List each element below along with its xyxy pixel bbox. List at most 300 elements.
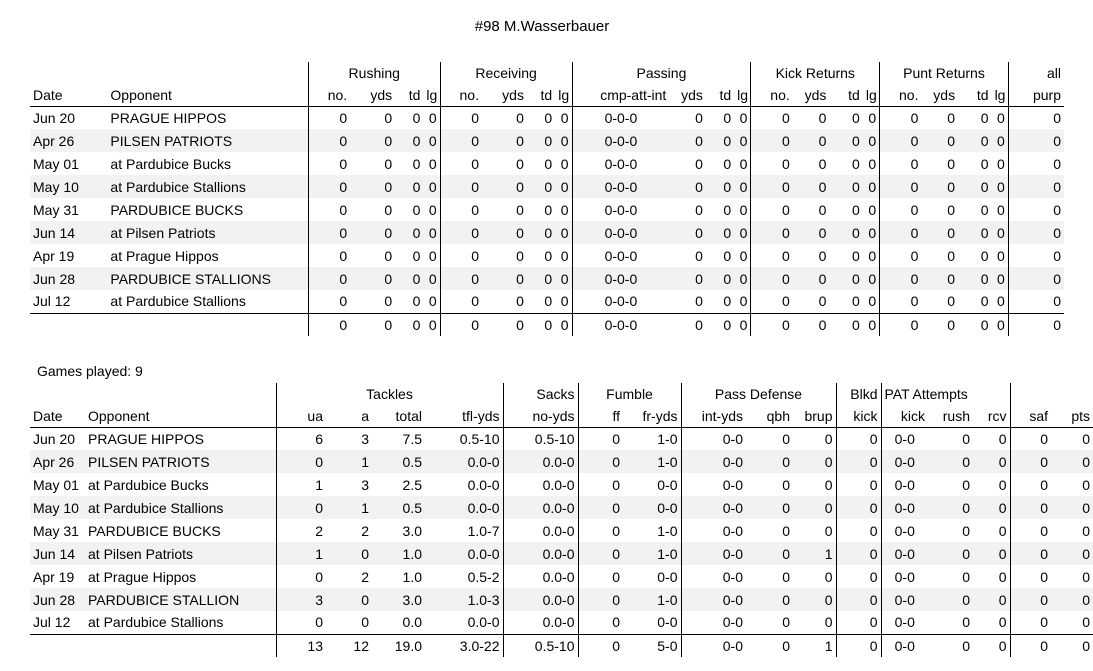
group-blkd: Blkd [836,383,881,405]
stat-cell: 0 [308,129,350,152]
table-row [30,565,1093,588]
stat-cell: 0 [706,267,734,290]
stat-cell: 0 [350,221,395,244]
stat-cell: 0 [829,313,862,336]
stat-cell: 0 [412,247,421,264]
stat-cell: 0 [746,450,793,473]
stat-cell: 0-0 [681,588,746,611]
stat-cell: 0 [973,450,1010,473]
defense-column-header [30,405,1093,427]
stat-cell: 0 [695,293,703,310]
stat-cell: 0 [560,247,569,264]
stat-cell: 0 [1008,175,1064,198]
defense-stats-table [30,383,1093,657]
stat-cell: 0.0-0 [425,450,503,473]
stat-cell: 0 [980,201,989,218]
defense-col-12: kick [836,405,881,427]
stat-cell: 1 [276,542,326,565]
date-cell: Jun 20 [33,430,76,447]
stat-cell: 6 [276,427,326,450]
defense-col-13: kick [881,405,928,427]
offense-col-22: purp [1008,84,1064,106]
stat-cell: 0 [527,129,555,152]
stat-cell: 0 [980,155,989,172]
stat-cell: 0-0 [657,568,678,585]
stat-cell: 0 [428,109,437,126]
stat-cell: 0 [308,152,350,175]
stat-cell: 0 [958,313,991,336]
stat-cell: 2 [276,519,326,542]
stat-cell: 2 [361,568,369,585]
stat-cell: 0 [578,427,623,450]
stat-cell: 0 [880,198,922,221]
stat-cell: 0 [482,175,527,198]
stat-cell: 0 [852,201,860,218]
stat-cell: 0 [544,293,553,310]
stat-cell: 0 [818,155,827,172]
stat-cell: 0 [350,267,395,290]
stat-cell: 0 [947,109,956,126]
stat-cell: 1-0 [657,522,678,539]
opponent-cell: PILSEN PATRIOTS [107,129,308,152]
stat-cell: 0 [308,106,350,129]
date-cell: Apr 26 [30,129,107,152]
stat-cell: 0-0-0 [572,267,669,290]
stat-cell: 1 [793,634,836,657]
table-row [30,496,1093,519]
opponent-cell: PILSEN PATRIOTS [85,450,276,473]
stat-cell: 0-0 [881,611,928,634]
stat-cell: 0 [440,244,482,267]
stat-cell: 0 [751,198,793,221]
offense-col-21: lg [992,84,1009,106]
stat-cell: 0 [706,313,734,336]
stat-cell: 0 [695,109,703,126]
offense-col-12: td [706,84,734,106]
stat-cell: 0 [412,293,421,310]
stat-cell: 0 [793,450,836,473]
offense-column-header [30,84,1064,106]
stat-cell: 0 [782,522,790,539]
stat-cell: 0 [868,201,877,218]
stat-cell: 0 [308,198,350,221]
offense-col-9: lg [555,84,572,106]
stat-cell: 0 [751,244,793,267]
stat-cell: 0 [793,588,836,611]
stat-cell: 0 [384,109,393,126]
stat-cell: 0 [1010,427,1051,450]
stat-cell: 0 [544,109,553,126]
stat-cell: 0 [669,221,706,244]
stat-cell: 0 [921,313,958,336]
stat-cell: 3.0 [402,522,422,539]
stat-cell: 0 [1010,450,1051,473]
stat-cell: 0 [560,201,569,218]
stat-cell: 0 [428,155,437,172]
stat-cell: 0 [706,221,734,244]
stat-cell: 0 [516,293,524,310]
stat-cell: 0 [555,129,572,152]
table-row [30,588,1093,611]
stat-cell: 0 [723,155,732,172]
defense-col-3: a [326,405,372,427]
stat-cell: 0.5 [372,450,425,473]
table-row [30,152,1064,175]
stat-cell: 0 [880,175,922,198]
stat-cell: 0 [824,430,833,447]
stat-cell: 0 [1082,568,1091,585]
stat-cell: 0 [836,473,881,496]
table-row [30,427,1093,450]
stat-cell: 0 [958,267,991,290]
offense-col-6: no. [440,84,482,106]
stat-cell: 0.0-0 [503,565,578,588]
opponent-cell: PARDUBICE BUCKS [88,522,221,539]
stat-cell: 0.0-0 [503,519,578,542]
stat-cell: 0 [516,247,524,264]
stat-cell: 0.0-0 [503,611,578,634]
stat-cell: 0 [723,293,732,310]
stat-cell: 0 [947,293,956,310]
stat-cell: 0 [836,611,881,634]
stat-cell: 0 [276,496,326,519]
stat-cell: 0 [440,152,482,175]
stat-cell: 0.0-0 [467,476,500,493]
stat-cell: 0-0 [881,634,928,657]
stat-cell: 0-0-0 [572,106,669,129]
stat-cell: 0 [723,109,732,126]
stat-cell: 0 [868,155,877,172]
stat-cell: 1 [276,473,326,496]
stat-cell: 0 [980,293,989,310]
stat-cell: 0 [836,634,881,657]
stat-cell: 1-0 [623,542,681,565]
stat-cell: 0 [980,109,989,126]
opponent-cell: at Prague Hippos [88,568,197,585]
stat-cell: 0 [947,201,956,218]
stat-cell: 0 [669,267,706,290]
stat-cell: 0 [1010,473,1051,496]
stat-cell: 0 [947,247,956,264]
stat-cell: 0-0 [681,542,746,565]
stat-cell: 0 [739,155,748,172]
group-punt-returns: Punt Returns [880,62,1009,84]
stat-cell: 0-0 [681,611,746,634]
stat-cell: 0 [863,313,880,336]
stat-cell: 0 [863,129,880,152]
stat-cell: 0.5 [372,496,425,519]
stat-cell: 0.0-0 [503,450,578,473]
stat-cell: 0 [998,522,1007,539]
stat-cell: 0 [962,614,970,631]
stat-cell: 0 [1010,519,1051,542]
stat-cell: 0 [998,568,1007,585]
date-cell [30,634,85,657]
stat-cell: 0 [527,221,555,244]
stat-cell: 3.0 [372,588,425,611]
stat-cell: 0 [578,496,623,519]
stat-cell: 0 [958,129,991,152]
stat-cell: 0-0 [681,496,746,519]
stat-cell: 0 [734,267,751,290]
stat-cell: 0 [829,129,862,152]
date-cell: May 10 [30,496,85,519]
table-row [30,198,1064,221]
stat-cell: 0 [997,201,1005,218]
group-kick-returns: Kick Returns [751,62,880,84]
stat-cell: 12 [326,634,372,657]
date-cell: Jun 20 [33,109,76,126]
group-all: all [1008,62,1064,84]
defense-col-10: qbh [746,405,793,427]
stat-cell: 1.0 [372,542,425,565]
stat-cell: 0 [428,201,437,218]
stat-cell: 0 [1010,565,1051,588]
offense-col-4: td [395,84,423,106]
stat-cell: 0-0 [881,519,928,542]
stat-cell: 0 [751,106,793,129]
stat-cell: 0 [516,201,524,218]
stat-cell: 0 [997,155,1005,172]
stat-cell: 0-0-0 [572,152,669,175]
stat-cell: 0 [751,313,793,336]
stat-cell: 0 [836,588,881,611]
defense-col-8: fr-yds [623,405,681,427]
stat-cell: 1.0-7 [467,522,500,539]
date-cell: Jun 28 [30,267,107,290]
stat-cell: 1 [326,450,372,473]
group-tackles: Tackles [276,383,503,405]
defense-col-9: int-yds [681,405,746,427]
stat-cell: 0.0 [402,614,422,631]
stat-cell: 0 [793,496,836,519]
stat-cell: 0 [793,129,830,152]
stat-cell: 0 [516,109,524,126]
stat-cell: 1 [793,542,836,565]
stat-cell: 0 [695,201,703,218]
stat-cell: 0 [669,313,706,336]
defense-col-16: saf [1010,405,1051,427]
stat-cell: 0 [423,267,440,290]
table-row [30,611,1093,634]
stat-cell: 0 [998,476,1007,493]
stat-cell: 0 [829,221,862,244]
stat-cell: 0 [734,129,751,152]
stat-cell: 0 [1010,634,1051,657]
stat-cell: 0 [734,313,751,336]
stat-cell: 0 [695,247,703,264]
stat-cell: 0 [423,129,440,152]
stat-cell: 0 [868,247,877,264]
date-cell: May 10 [30,175,107,198]
stat-cell: 0 [746,542,793,565]
stat-cell: 0 [751,290,793,313]
stat-cell: 0 [706,129,734,152]
stat-cell: 0-0 [681,634,746,657]
stat-cell: 0.0-0 [503,496,578,519]
group-sacks: Sacks [503,383,578,405]
stat-cell: 0 [1010,542,1051,565]
stat-cell: 0 [428,293,437,310]
stat-cell: 0 [973,588,1010,611]
stat-cell: 0 [836,519,881,542]
stat-cell: 0-0-0 [572,198,669,221]
stat-cell: 0-0 [657,476,678,493]
stat-cell: 0 [350,129,395,152]
date-cell: Jun 14 [30,542,85,565]
stat-cell: 0 [384,247,393,264]
stat-cell: 0 [921,221,958,244]
stat-cell: 0 [527,267,555,290]
stat-cell: 0 [276,450,326,473]
stat-cell: 0 [516,155,524,172]
stat-cell: 2 [361,522,369,539]
table-row [30,106,1064,129]
stat-cell: 0 [308,221,350,244]
stat-cell: 0 [412,155,421,172]
stat-cell: 0 [998,614,1007,631]
stat-cell: 7.5 [402,430,422,447]
stat-cell: 0 [560,293,569,310]
opponent-cell [107,313,308,336]
stat-cell: 0 [852,109,860,126]
defense-group-header [30,383,1093,405]
stat-cell: 0-0 [881,496,928,519]
offense-col-15: yds [793,84,830,106]
stat-cell: 5-0 [623,634,681,657]
stat-cell: 0 [1051,542,1093,565]
stat-cell: 0 [824,522,833,539]
stat-cell: 0 [782,430,790,447]
stat-cell: 0 [395,175,423,198]
table-row [30,519,1093,542]
stat-cell: 0-0 [681,565,746,588]
stat-cell: 0 [928,542,973,565]
defense-rows [30,427,1093,657]
defense-col-17: pts [1051,405,1093,427]
stat-cell: 0 [527,175,555,198]
stat-cell: 0-0 [881,542,928,565]
stat-cell: 0 [751,175,793,198]
stat-cell: 0 [1051,634,1093,657]
stat-cell: 0 [428,247,437,264]
stat-cell: 0 [555,221,572,244]
stat-cell: 0 [384,293,393,310]
stat-cell: 0 [1010,588,1051,611]
stat-cell: 0 [824,568,833,585]
stat-cell: 0 [544,201,553,218]
stat-cell: 3 [361,476,369,493]
stat-cell: 0-0 [681,450,746,473]
stat-cell: 0-0-0 [572,221,669,244]
stat-cell: 0 [395,267,423,290]
stat-cell: 0 [868,109,877,126]
stat-cell: 0 [1051,588,1093,611]
stat-cell: 0.5-2 [467,568,500,585]
stat-cell: 0 [1008,290,1064,313]
group-pat-attempts: PAT Attempts [881,383,1010,405]
stat-cell: 0.0-0 [425,496,503,519]
offense-col-8: td [527,84,555,106]
opponent-cell: at Pardubice Stallions [110,293,246,310]
offense-stats-table [30,62,1064,336]
stat-cell: 0 [361,614,369,631]
stat-cell: 0 [863,221,880,244]
date-cell: Jun 28 [30,588,85,611]
table-row [30,129,1064,152]
stat-cell: 0 [1008,244,1064,267]
stat-cell: 0 [723,201,732,218]
stat-cell: 0 [880,267,922,290]
stat-cell: 0 [928,496,973,519]
stat-cell: 0 [836,450,881,473]
stat-cell: 0 [1082,614,1091,631]
games-played: Games played: 9 [37,363,143,379]
table-row [30,473,1093,496]
stat-cell: 0 [962,522,970,539]
stat-cell: 0.0-0 [503,588,578,611]
stat-cell: 0 [782,568,790,585]
stat-cell: 0 [555,267,572,290]
stat-cell: 0 [962,430,970,447]
stat-cell: 0 [669,129,706,152]
stat-cell: 0 [998,430,1007,447]
date-cell: Apr 19 [33,247,75,264]
stat-cell: 1-0 [623,450,681,473]
stat-cell: 0 [992,267,1009,290]
stat-cell: 0 [350,313,395,336]
stat-cell: 0 [992,313,1009,336]
stat-cell: 0 [739,201,748,218]
stat-cell: 0 [482,129,527,152]
stat-cell: 0 [695,155,703,172]
date-cell [30,313,107,336]
stat-cell: 0 [308,175,350,198]
stat-cell: 0-0-0 [572,313,669,336]
stat-cell: 0 [276,565,326,588]
table-row [30,175,1064,198]
stat-cell: 0 [423,221,440,244]
stat-cell: 0 [739,109,748,126]
offense-col-16: td [829,84,862,106]
defense-col-15: rcv [973,405,1010,427]
stat-cell: 0 [1010,496,1051,519]
stat-cell: 0 [308,244,350,267]
opponent-cell [85,634,276,657]
stat-cell: 0 [423,313,440,336]
stat-cell: 0 [440,313,482,336]
stat-cell: 0 [384,155,393,172]
stat-cell: 0.0-0 [425,542,503,565]
stat-cell: 3 [361,430,369,447]
stat-cell: 0 [962,476,970,493]
stat-cell: 0 [482,267,527,290]
stat-cell: 0 [818,293,827,310]
stat-cell: 0 [824,476,833,493]
stat-cell: 0 [734,175,751,198]
offense-col-3: yds [350,84,395,106]
stat-cell: 0 [555,313,572,336]
stat-cell: 0-0 [623,496,681,519]
stat-cell: 0 [921,129,958,152]
stat-cell: 0.0-0 [467,614,500,631]
opponent-cell: PARDUBICE BUCKS [110,201,244,218]
table-row [30,450,1093,473]
table-row [30,542,1093,565]
group-rushing: Rushing [308,62,440,84]
stat-cell: 0 [836,496,881,519]
stat-cell: 0 [852,155,860,172]
